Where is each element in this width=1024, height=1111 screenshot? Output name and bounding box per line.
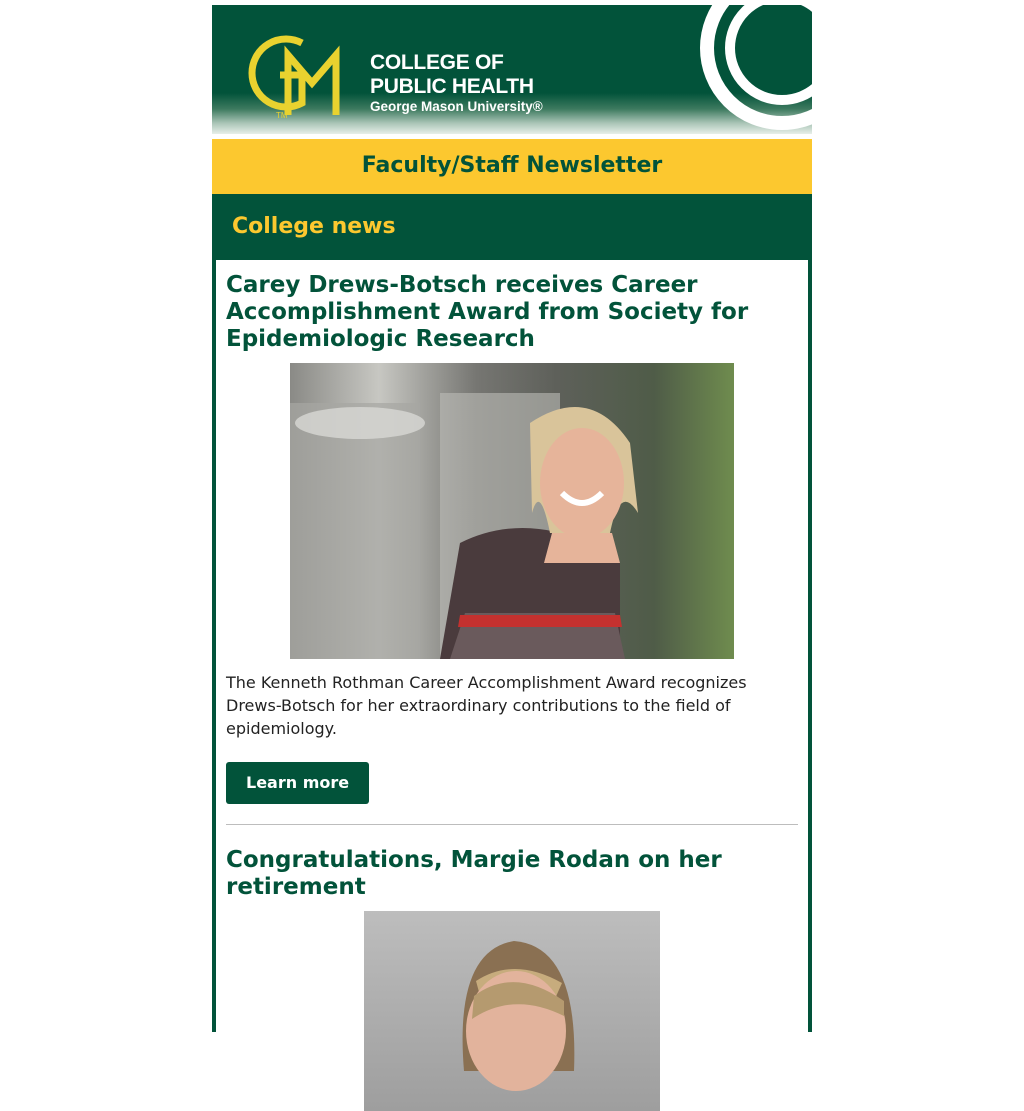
story-photo[interactable] xyxy=(290,363,734,659)
story-divider xyxy=(226,824,798,825)
logo-tm: TM xyxy=(276,111,288,120)
logo-g-shape xyxy=(252,39,302,107)
content-area xyxy=(212,260,812,1032)
story xyxy=(226,847,798,1111)
masthead xyxy=(212,5,812,134)
portrait-image xyxy=(290,363,734,659)
decorative-rings-icon xyxy=(682,5,812,133)
gm-logo xyxy=(240,23,358,123)
story-title[interactable]: Carey Drews-Botsch receives Career Accomplishment Award from Society for Epidemiologic Research xyxy=(226,272,749,352)
portrait-image xyxy=(364,911,660,1111)
learn-more-button[interactable]: Learn more xyxy=(226,762,369,804)
story-photo[interactable] xyxy=(364,911,660,1111)
newsletter-banner: Faculty/Staff Newsletter xyxy=(212,139,812,194)
newsletter-email xyxy=(212,5,812,1032)
story-title[interactable]: Congratulations, Margie Rodan on her retirement xyxy=(226,847,722,900)
story xyxy=(226,272,798,804)
university-name: George Mason University® xyxy=(370,99,543,114)
section-heading: College news xyxy=(212,194,812,260)
college-line-1: COLLEGE OF xyxy=(370,51,504,74)
story-blurb: The Kenneth Rothman Career Accomplishment Award recognizes Drews-Botsch for her extraordinary contributions to the field of epidemiology. xyxy=(226,673,747,738)
college-line-2: PUBLIC HEALTH xyxy=(370,75,534,98)
